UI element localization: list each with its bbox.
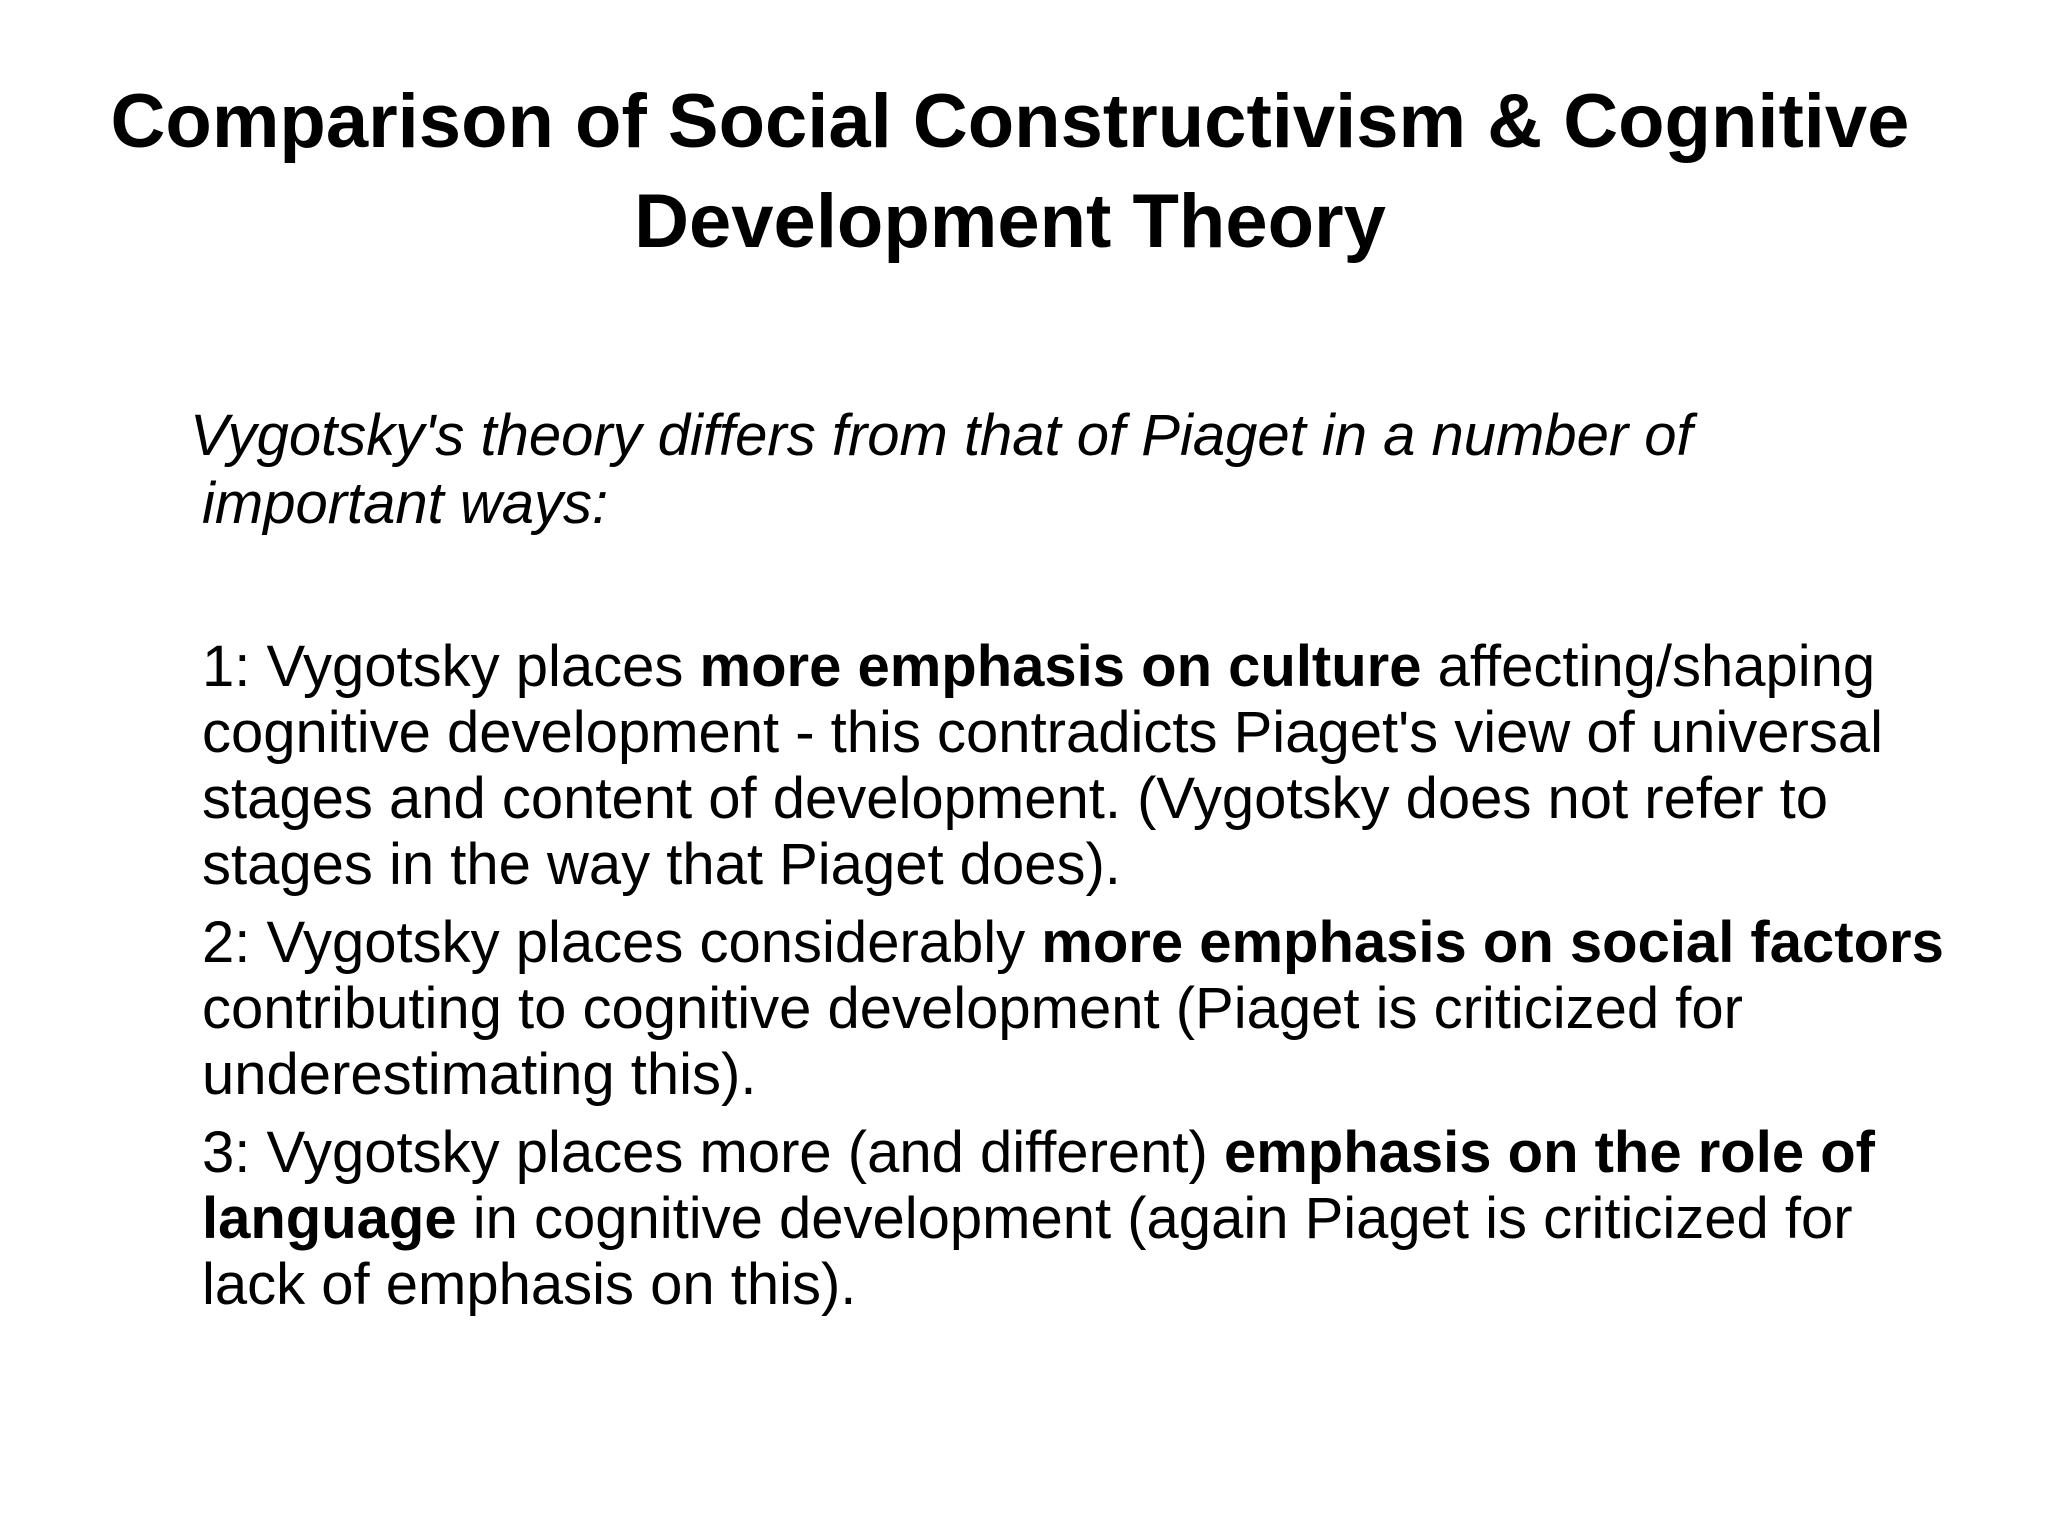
point-2-emphasis: more emphasis on social factors — [1041, 910, 1944, 975]
intro-text — [190, 402, 1950, 538]
point-2 — [202, 910, 1962, 1108]
point-2-post: contributing to cognitive development (Piaget is criticized for underestimating this). — [202, 976, 1743, 1107]
title-line-2: Development Theory — [634, 179, 1386, 264]
point-1-pre: 1: Vygotsky places — [202, 634, 700, 699]
point-1-emphasis: more emphasis on culture — [699, 634, 1422, 699]
point-3-emphasis: emphasis on the role of language — [202, 1120, 1875, 1251]
point-3 — [202, 1120, 1962, 1318]
point-3-post: in cognitive development (again Piaget is criticized for lack of emphasis on this). — [202, 1186, 1853, 1317]
slide-title — [0, 72, 2020, 272]
intro-line-2: important ways: — [202, 471, 609, 536]
point-1 — [202, 634, 1962, 898]
point-2-pre: 2: Vygotsky places considerably — [202, 910, 1042, 975]
intro-line-1: Vygotsky's theory differs from that of Piaget in a number of — [190, 403, 1693, 468]
title-line-1: Comparison of Social Constructivism & Cognitive — [110, 79, 1910, 164]
points-list — [202, 634, 1962, 1330]
point-1-post: affecting/shaping cognitive development - this contradicts Piaget's view of universal stages and content of development. (Vygotsky does not refer to stages in the way that Piaget does). — [202, 634, 1884, 897]
point-3-pre: 3: Vygotsky places more (and different) — [202, 1120, 1224, 1185]
